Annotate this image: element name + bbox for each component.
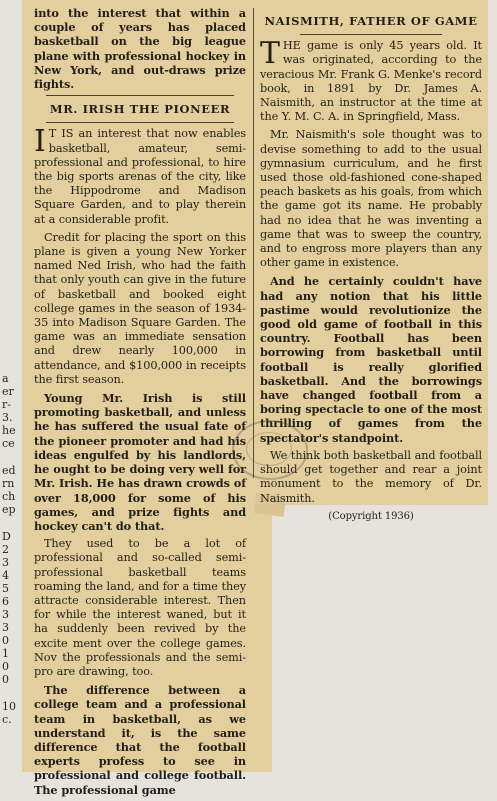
heading-rule [300,34,442,35]
paragraph: Credit for placing the sport on this plane is given a young New Yorker named Ned Irish, who had the faith that only youth can give in the future of basketball and booked eight college games in the season of 1934-35 into Madison Square Garden. The game was an immediate sensation and drew nearly 100,000 in attendance, and $100,000 in receipts the first season. [34,230,246,386]
paragraph: They used to be a lot of professional and so-called semi-professional basketball teams roaming the land, and for a time they attracte considerable interest. Then for while the interest waned, but it ha suddenly been revived by the excite ment over the college games. Nov the professionals and the semi-pro are drawing, too. [34,537,246,678]
paragraph-bold: The difference between a college team and a professional team in basketball, as we understand it, is the same difference that the football experts profess to see in professional and college football. The professional game [34,683,246,797]
watermark-stamp-inner [246,432,292,466]
paragraph: Mr. Naismith's sole thought was to devise something to add to the usual gymnasium curriculum, and he first used those old-fashioned cone-shaped peach baskets as his goals, from which the game got its name. He probably had no idea that he was inventing a game that was to sweep the country, and to engross more players than any other game in existence. [260,128,482,270]
heading-irish: MR. IRISH THE PIONEER [49,102,231,117]
paragraph-bold: Young Mr. Irish is still promoting basketball, and unless he has suffered the usual fate of the pioneer promoter and had his ideas engulfed by his landlords, he ought to be doing very well for Mr. Irish. He has drawn crowds of over 18,000 for some of his games, and prize fights and hockey can't do that. [34,391,246,533]
left-column [34,6,246,801]
edge-fragments: a er r- 3. he ce ed rn ch ep D 2 3 4 5 6 3 3 0 1 0 0 10 c. [2,372,16,726]
column-divider [253,8,254,478]
heading-naismith: NAISMITH, FATHER OF GAME [264,14,478,28]
paragraph: I T IS an interest that now enables basketball, amateur, semi-professional and professional, to hire the big sports arenas of the city, like the Hippodrome and Madison Square Garden, and to play therein at a considerable profit. [34,124,246,226]
intro-paragraph: into the interest that within a couple of years has placed basketball on the big league plane with professional hockey in New York, and out-draws prize fights. [34,6,246,92]
copyright-line: (Copyright 1936) [328,510,414,522]
paragraph-bold: And he certainly couldn't have had any notion that his little pastime would revolutionize the good old game of football in this country. Football has been borrowing from basketball until football is really glorified basketball. And the borrowings have changed football from a boring spectacle to one of the most thrilling of games from the spectator's standpoint. [260,274,482,445]
paragraph: THE game is only 45 years old. It was originated, according to the veracious Mr. Frank G. Menke's record book, in 1891 by Dr. James A. Naismith, an instructor at the time at the Y. M. C. A. in Springfield, Mass. [260,36,482,124]
dropcap: I [34,124,46,160]
heading-rule-bottom [46,122,234,123]
heading-rule [46,95,234,96]
paragraph: We think both basketball and football should get together and rear a joint monument to the memory of Dr. Naismith. [260,448,482,505]
dropcap: T [260,36,280,72]
